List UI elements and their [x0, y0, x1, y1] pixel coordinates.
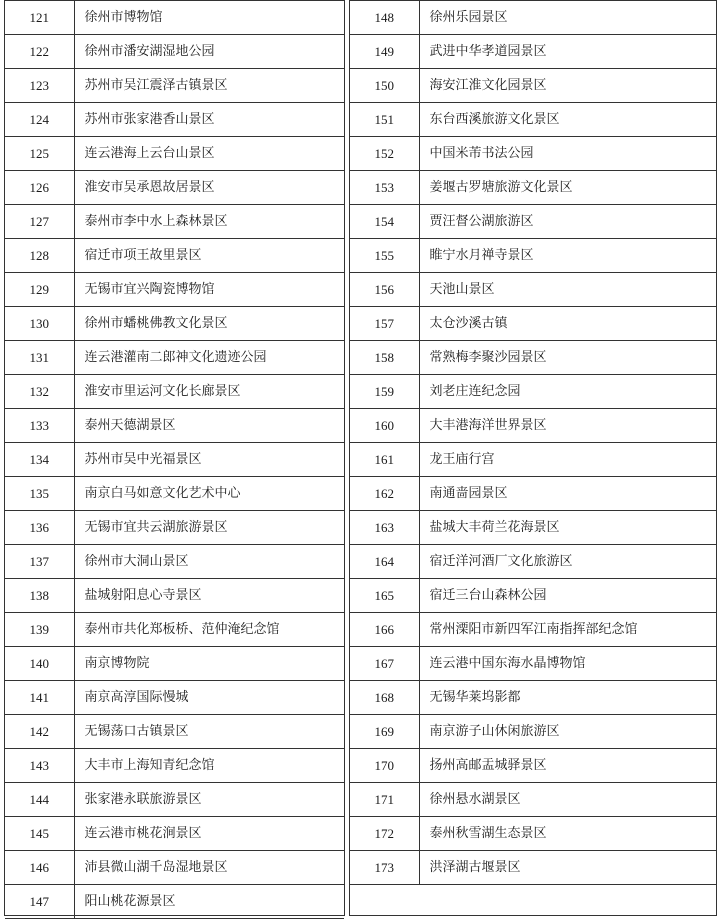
table-row [350, 171, 716, 205]
scenic-area-name: 海安江淮文化园景区 [419, 69, 716, 103]
table-row [5, 1, 344, 35]
table-row [5, 69, 344, 103]
row-number: 165 [350, 579, 419, 613]
row-number: 154 [350, 205, 419, 239]
scenic-area-name: 泰州市共化郑板桥、范仲淹纪念馆 [74, 613, 344, 647]
row-number: 139 [5, 613, 74, 647]
table-row [350, 681, 716, 715]
row-number: 140 [5, 647, 74, 681]
table-row [5, 613, 344, 647]
scenic-area-name: 宿迁三台山森林公园 [419, 579, 716, 613]
row-number: 123 [5, 69, 74, 103]
row-number: 164 [350, 545, 419, 579]
table-row [5, 885, 344, 919]
table-row [5, 443, 344, 477]
scenic-area-name: 龙王庙行宫 [419, 443, 716, 477]
scenic-area-name: 泰州市李中水上森林景区 [74, 205, 344, 239]
table-row [350, 511, 716, 545]
scenic-area-name: 徐州市大洞山景区 [74, 545, 344, 579]
row-number: 127 [5, 205, 74, 239]
table-row [350, 409, 716, 443]
scenic-area-name: 洪泽湖古堰景区 [419, 851, 716, 885]
scenic-area-name: 盐城大丰荷兰花海景区 [419, 511, 716, 545]
scenic-area-name: 太仓沙溪古镇 [419, 307, 716, 341]
scenic-area-name: 苏州市张家港香山景区 [74, 103, 344, 137]
row-number: 161 [350, 443, 419, 477]
row-number: 124 [5, 103, 74, 137]
row-number: 131 [5, 341, 74, 375]
table-row [350, 205, 716, 239]
scenic-area-name: 常州溧阳市新四军江南指挥部纪念馆 [419, 613, 716, 647]
scenic-area-name: 苏州市吴江震泽古镇景区 [74, 69, 344, 103]
scenic-area-name: 连云港海上云台山景区 [74, 137, 344, 171]
row-number: 158 [350, 341, 419, 375]
scenic-area-name: 南京白马如意文化艺术中心 [74, 477, 344, 511]
scenic-area-name: 武进中华孝道园景区 [419, 35, 716, 69]
scenic-area-name: 贾汪督公湖旅游区 [419, 205, 716, 239]
table-row [5, 511, 344, 545]
table-row [5, 545, 344, 579]
row-number: 122 [5, 35, 74, 69]
table-row [5, 715, 344, 749]
row-number: 121 [5, 1, 74, 35]
row-number: 167 [350, 647, 419, 681]
row-number: 141 [5, 681, 74, 715]
table-row [350, 783, 716, 817]
row-number: 133 [5, 409, 74, 443]
row-number: 150 [350, 69, 419, 103]
table-row [350, 579, 716, 613]
table-row [5, 409, 344, 443]
table-row [5, 137, 344, 171]
table-row [5, 375, 344, 409]
row-number: 171 [350, 783, 419, 817]
table-row [5, 239, 344, 273]
scenic-area-name: 徐州悬水湖景区 [419, 783, 716, 817]
scenic-area-name: 泰州天德湖景区 [74, 409, 344, 443]
row-number: 163 [350, 511, 419, 545]
row-number: 138 [5, 579, 74, 613]
table-row [350, 545, 716, 579]
table-row [5, 103, 344, 137]
row-number: 166 [350, 613, 419, 647]
row-number: 144 [5, 783, 74, 817]
scenic-area-name: 大丰市上海知青纪念馆 [74, 749, 344, 783]
row-number: 145 [5, 817, 74, 851]
table-row [350, 103, 716, 137]
row-number: 148 [350, 1, 419, 35]
table-row [5, 35, 344, 69]
right-table-panel [349, 0, 717, 916]
scenic-area-name: 徐州市潘安湖湿地公园 [74, 35, 344, 69]
row-number: 142 [5, 715, 74, 749]
table-row [350, 307, 716, 341]
scenic-area-name: 南京博物院 [74, 647, 344, 681]
scenic-area-name: 连云港中国东海水晶博物馆 [419, 647, 716, 681]
row-number: 146 [5, 851, 74, 885]
table-row [350, 35, 716, 69]
scenic-area-name: 张家港永联旅游景区 [74, 783, 344, 817]
scenic-area-name: 天池山景区 [419, 273, 716, 307]
scenic-area-name: 连云港灌南二郎神文化遗迹公园 [74, 341, 344, 375]
scenic-area-name: 徐州乐园景区 [419, 1, 716, 35]
table-row [350, 69, 716, 103]
row-number: 149 [350, 35, 419, 69]
scenic-area-name: 盐城射阳息心寺景区 [74, 579, 344, 613]
table-row [5, 307, 344, 341]
scenic-area-name: 沛县微山湖千岛湿地景区 [74, 851, 344, 885]
row-number: 156 [350, 273, 419, 307]
row-number: 125 [5, 137, 74, 171]
scenic-area-name: 常熟梅李聚沙园景区 [419, 341, 716, 375]
scenic-area-name: 宿迁市项王故里景区 [74, 239, 344, 273]
scenic-area-name: 宿迁洋河酒厂文化旅游区 [419, 545, 716, 579]
scenic-area-name: 泰州秋雪湖生态景区 [419, 817, 716, 851]
row-number: 151 [350, 103, 419, 137]
scenic-area-name: 南京高淳国际慢城 [74, 681, 344, 715]
table-row [350, 715, 716, 749]
row-number: 157 [350, 307, 419, 341]
row-number: 126 [5, 171, 74, 205]
table-row [5, 273, 344, 307]
row-number: 130 [5, 307, 74, 341]
scenic-area-name: 无锡市宜共云湖旅游景区 [74, 511, 344, 545]
scenic-area-name: 阳山桃花源景区 [74, 885, 344, 919]
row-number: 169 [350, 715, 419, 749]
row-number: 136 [5, 511, 74, 545]
row-number: 135 [5, 477, 74, 511]
scenic-area-name: 无锡市宜兴陶瓷博物馆 [74, 273, 344, 307]
table-row [350, 613, 716, 647]
table-row [350, 375, 716, 409]
scenic-list-left [5, 1, 344, 919]
scenic-area-name: 姜堰古罗塘旅游文化景区 [419, 171, 716, 205]
scenic-area-name: 徐州市蟠桃佛教文化景区 [74, 307, 344, 341]
table-row [5, 341, 344, 375]
table-row [350, 443, 716, 477]
scenic-area-name: 无锡荡口古镇景区 [74, 715, 344, 749]
scenic-area-name: 扬州高邮盂城驿景区 [419, 749, 716, 783]
row-number: 153 [350, 171, 419, 205]
scenic-area-name: 东台西溪旅游文化景区 [419, 103, 716, 137]
table-row [350, 749, 716, 783]
table-row [350, 273, 716, 307]
scenic-area-name: 中国米芾书法公园 [419, 137, 716, 171]
row-number: 143 [5, 749, 74, 783]
table-row [5, 817, 344, 851]
row-number: 137 [5, 545, 74, 579]
table-row [350, 851, 716, 885]
row-number: 162 [350, 477, 419, 511]
scenic-area-name: 苏州市吴中光福景区 [74, 443, 344, 477]
row-number: 155 [350, 239, 419, 273]
table-row [5, 171, 344, 205]
row-number: 147 [5, 885, 74, 919]
scenic-area-name: 无锡华莱坞影都 [419, 681, 716, 715]
scenic-area-name: 刘老庄连纪念园 [419, 375, 716, 409]
row-number: 134 [5, 443, 74, 477]
table-row [350, 817, 716, 851]
table-row [5, 681, 344, 715]
table-row [5, 579, 344, 613]
row-number: 173 [350, 851, 419, 885]
table-row [5, 647, 344, 681]
table-row [350, 341, 716, 375]
row-number: 172 [350, 817, 419, 851]
row-number: 159 [350, 375, 419, 409]
table-row [5, 477, 344, 511]
table-row [350, 647, 716, 681]
table-row [350, 477, 716, 511]
scenic-area-name: 徐州市博物馆 [74, 1, 344, 35]
table-row [5, 749, 344, 783]
table-row [5, 783, 344, 817]
scenic-list-right [350, 1, 716, 885]
scenic-area-name: 连云港市桃花涧景区 [74, 817, 344, 851]
table-row [5, 851, 344, 885]
scenic-area-name: 大丰港海洋世界景区 [419, 409, 716, 443]
table-row [350, 239, 716, 273]
table-row [5, 205, 344, 239]
scenic-area-name: 南京游子山休闲旅游区 [419, 715, 716, 749]
scenic-area-name: 淮安市里运河文化长廊景区 [74, 375, 344, 409]
row-number: 160 [350, 409, 419, 443]
row-number: 170 [350, 749, 419, 783]
scenic-area-name: 南通啬园景区 [419, 477, 716, 511]
row-number: 152 [350, 137, 419, 171]
scenic-area-name: 睢宁水月禅寺景区 [419, 239, 716, 273]
row-number: 129 [5, 273, 74, 307]
row-number: 132 [5, 375, 74, 409]
row-number: 128 [5, 239, 74, 273]
row-number: 168 [350, 681, 419, 715]
scenic-area-name: 淮安市吴承恩故居景区 [74, 171, 344, 205]
left-table-panel [4, 0, 345, 916]
table-row [350, 137, 716, 171]
table-row [350, 1, 716, 35]
